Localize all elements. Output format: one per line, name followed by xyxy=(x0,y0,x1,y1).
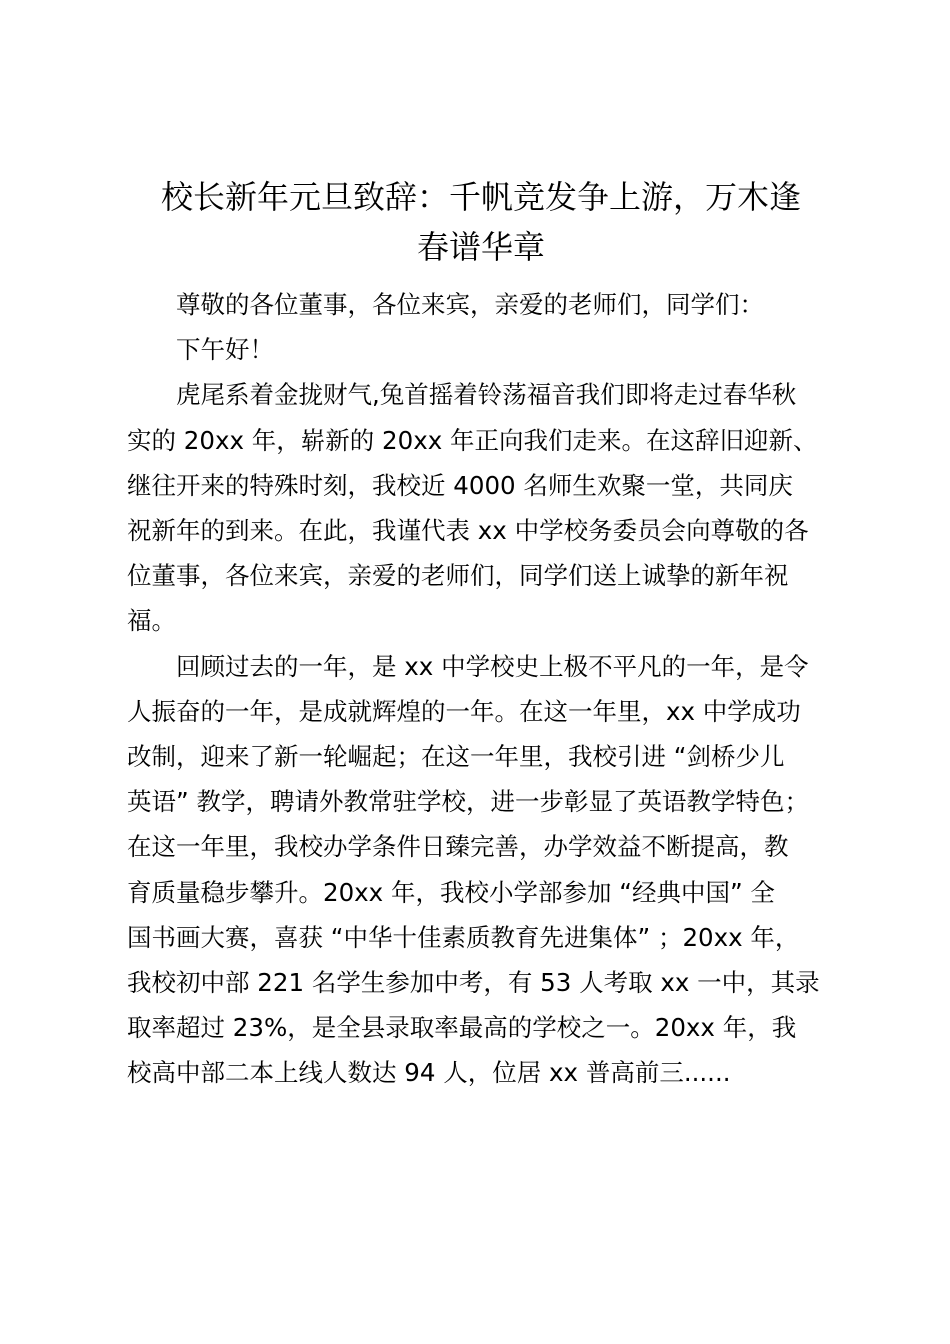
text-line: 取率超过 23%，是全县录取率最高的学校之一。20xx 年，我 xyxy=(127,1013,797,1043)
intro-paragraph xyxy=(127,372,835,643)
text-line: 我校初中部 221 名学生参加中考，有 53 人考取 xx 一中，其录 xyxy=(127,968,820,998)
document-page xyxy=(127,172,835,1096)
text-line: 虎尾系着金拢财气,兔首摇着铃荡福音我们即将走过春华秋 xyxy=(176,380,797,410)
text-line: 育质量稳步攀升。20xx 年，我校小学部参加 “经典中国” 全 xyxy=(127,877,775,907)
text-line: 下午好！ xyxy=(176,335,274,365)
text-line: 位董事，各位来宾，亲爱的老师们，同学们送上诚挚的新年祝 xyxy=(127,561,789,591)
text-line: 继往开来的特殊时刻，我校近 4000 名师生欢聚一堂，共同庆 xyxy=(127,470,793,500)
document-title xyxy=(127,172,835,272)
title-line-1: 校长新年元旦致辞：千帆竞发争上游，万木逢 xyxy=(160,178,801,216)
review-paragraph xyxy=(127,644,835,1096)
document-body xyxy=(127,282,835,1096)
text-line: 尊敬的各位董事，各位来宾，亲爱的老师们，同学们： xyxy=(176,290,764,319)
title-line-2: 春谱华章 xyxy=(416,228,545,266)
text-line: 国书画大赛，喜获 “中华十佳素质教育先进集体” ；20xx 年， xyxy=(127,922,800,952)
text-line: 改制，迎来了新一轮崛起；在这一年里，我校引进 “剑桥少儿 xyxy=(127,742,785,772)
salutation-paragraph xyxy=(127,327,835,372)
text-line: 祝新年的到来。在此，我谨代表 xx 中学校务委员会向尊敬的各 xyxy=(127,516,809,546)
text-line: 英语” 教学，聘请外教常驻学校，进一步彰显了英语教学特色； xyxy=(127,787,809,817)
text-line: 回顾过去的一年，是 xx 中学校史上极不平凡的一年，是令 xyxy=(176,651,809,681)
text-line: 福。 xyxy=(127,606,176,636)
text-line: 校高中部二本上线人数达 94 人，位居 xx 普高前三...... xyxy=(127,1058,731,1088)
text-line: 在这一年里，我校办学条件日臻完善，办学效益不断提高，教 xyxy=(127,832,789,862)
text-line: 人振奋的一年，是成就辉煌的一年。在这一年里，xx 中学成功 xyxy=(127,696,801,726)
greeting-paragraph xyxy=(127,282,835,327)
text-line: 实的 20xx 年，崭新的 20xx 年正向我们走来。在这辞旧迎新、 xyxy=(127,425,818,455)
